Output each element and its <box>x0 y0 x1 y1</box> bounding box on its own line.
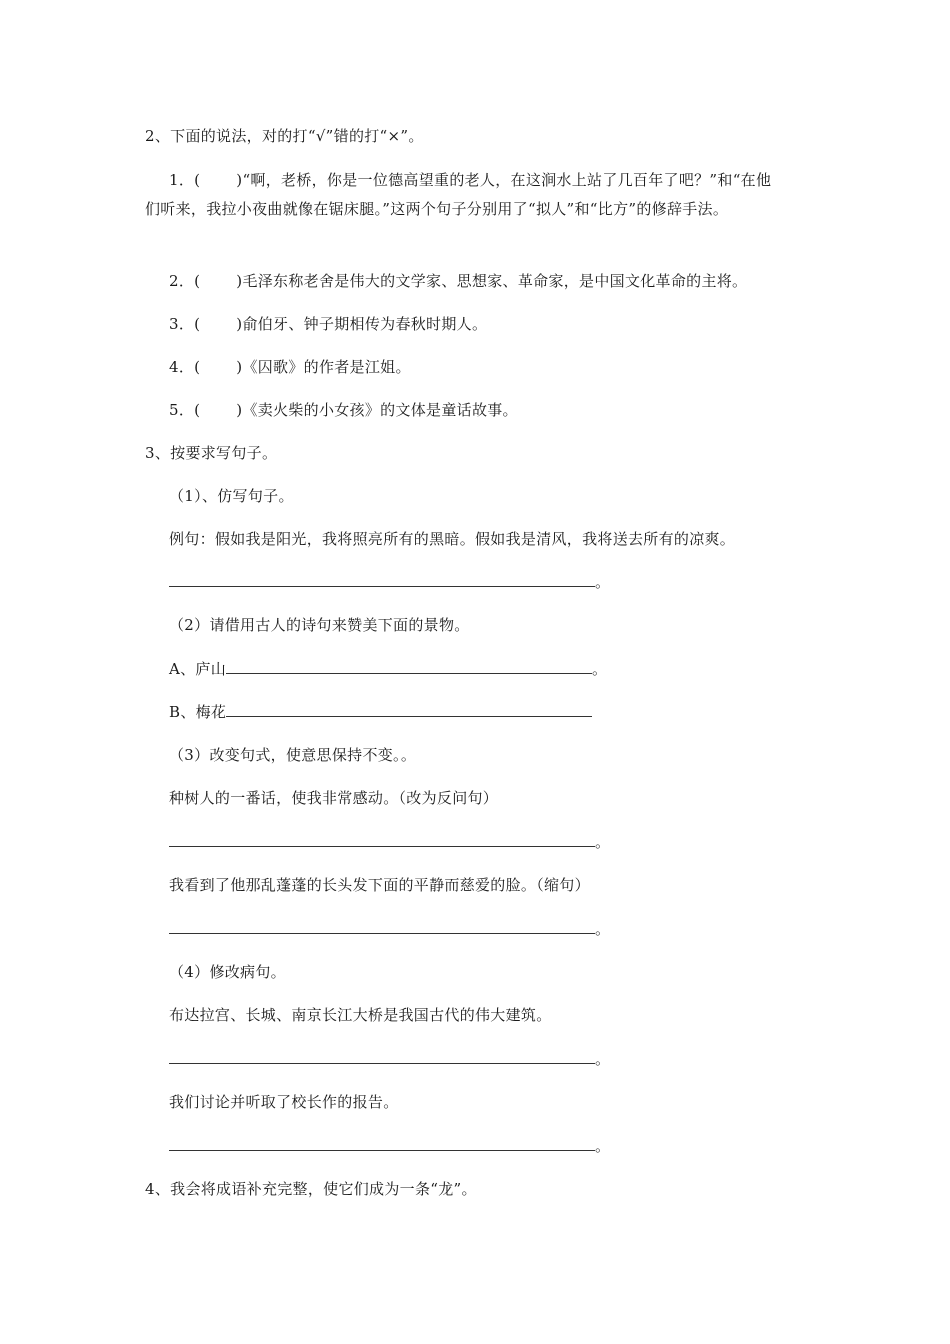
q2-item-4-close: ) <box>236 358 243 376</box>
period: 。 <box>595 833 611 851</box>
q2-item-2-close: ) <box>236 272 243 290</box>
q2-item-2-num: 2．( <box>169 272 201 290</box>
q2-item-1-text: “啊，老桥，你是一位德高望重的老人，在这涧水上站了几百年了吧？”和“在他们听来，我拉小夜曲就像在锯床腿。”这两个句子分别用了“拟人”和“比方”的修辞手法。 <box>145 171 772 218</box>
period: 。 <box>595 920 611 938</box>
q2-item-1-close: ) <box>236 171 243 189</box>
q3-sub3-sentence-1: 种树人的一番话，使我非常感动。（改为反问句） <box>169 789 499 807</box>
q2-item-3 <box>169 313 487 335</box>
q3-sub2-a-label: A、庐山 <box>169 660 227 678</box>
q2-item-1 <box>145 166 785 224</box>
q2-item-5-num: 5．( <box>169 401 201 419</box>
q2-item-5-close: ) <box>236 401 243 419</box>
q3-sub1-title: （1）、仿写句子。 <box>169 487 294 505</box>
q2-item-4 <box>169 356 411 378</box>
q3-sub4-title: （4）修改病句。 <box>169 963 286 981</box>
period: 。 <box>595 573 611 591</box>
period: 。 <box>592 660 608 678</box>
q2-item-3-num: 3．( <box>169 315 201 333</box>
q2-item-1-num: 1．( <box>169 171 201 189</box>
q3-sub3-answer-1 <box>169 831 610 853</box>
q3-sub4-answer-2 <box>169 1135 610 1157</box>
answer-line[interactable] <box>169 919 595 934</box>
q3-sub1-answer <box>169 571 610 593</box>
q3-sub4-sentence-2: 我们讨论并听取了校长作的报告。 <box>169 1093 399 1111</box>
q3-sub1-example: 例句：假如我是阳光，我将照亮所有的黑暗。假如我是清风，我将送去所有的凉爽。 <box>169 530 736 548</box>
q3-heading: 3、按要求写句子。 <box>145 444 278 462</box>
q2-item-3-close: ) <box>236 315 243 333</box>
q3-sub3-answer-2 <box>169 918 610 940</box>
q3-sub2-a <box>169 658 607 680</box>
q4-heading: 4、我会将成语补充完整，使它们成为一条“龙”。 <box>145 1180 477 1198</box>
q3-sub3-sentence-2: 我看到了他那乱蓬蓬的长头发下面的平静而慈爱的脸。（缩句） <box>169 876 590 894</box>
q3-sub2-b <box>169 701 592 723</box>
q2-item-4-text: 《囚歌》的作者是江姐。 <box>242 358 411 376</box>
q2-item-3-text: 俞伯牙、钟子期相传为春秋时期人。 <box>242 315 488 333</box>
period: 。 <box>595 1050 611 1068</box>
answer-line[interactable] <box>226 702 592 717</box>
q2-item-2 <box>169 270 747 292</box>
q3-sub2-b-label: B、梅花 <box>169 703 227 721</box>
q2-item-5-text: 《卖火柴的小女孩》的文体是童话故事。 <box>242 401 518 419</box>
answer-line[interactable] <box>169 572 595 587</box>
q3-sub4-sentence-1: 布达拉宫、长城、南京长江大桥是我国古代的伟大建筑。 <box>169 1006 552 1024</box>
q2-heading: 2、下面的说法，对的打“√”错的打“×”。 <box>145 127 424 145</box>
q3-sub2-title: （2）请借用古人的诗句来赞美下面的景物。 <box>169 616 470 634</box>
q2-item-4-num: 4．( <box>169 358 201 376</box>
q2-item-5 <box>169 399 518 421</box>
period: 。 <box>595 1137 611 1155</box>
q3-sub4-answer-1 <box>169 1048 610 1070</box>
answer-line[interactable] <box>226 659 592 674</box>
answer-line[interactable] <box>169 1136 595 1151</box>
answer-line[interactable] <box>169 1049 595 1064</box>
q3-sub3-title: （3）改变句式，使意思保持不变。。 <box>169 746 417 764</box>
answer-line[interactable] <box>169 832 595 847</box>
q2-item-2-text: 毛泽东称老舍是伟大的文学家、思想家、革命家，是中国文化革命的主将。 <box>242 272 748 290</box>
